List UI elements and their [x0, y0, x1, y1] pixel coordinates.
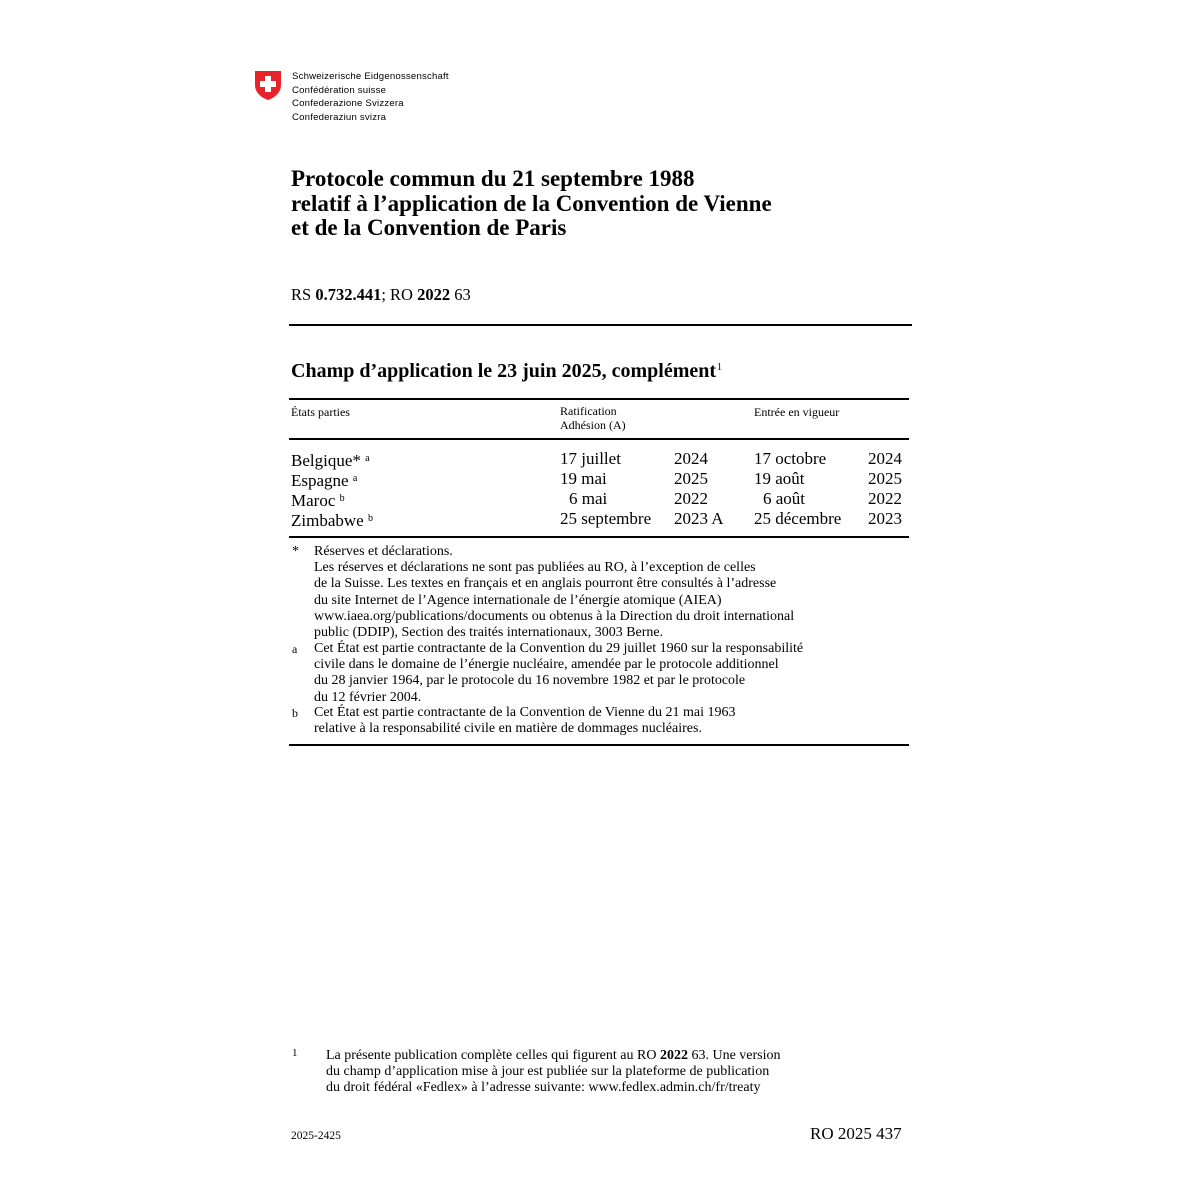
page-reference: RO 2025 437 [810, 1124, 902, 1143]
ro-page: 63 [450, 285, 471, 304]
note-line: Cet État est partie contractante de la Convention de Vienne du 21 mai 1963 [314, 705, 736, 720]
footnote-text [326, 1048, 781, 1097]
table-row-rat-year: 2023 A [674, 509, 724, 528]
note-mark-a: a [292, 642, 298, 656]
col-header-ratification [560, 405, 626, 432]
table-row-entry-date: 17 octobre [754, 449, 827, 468]
note-mark: a [352, 473, 358, 484]
note-paris-convention [314, 641, 803, 706]
note-line: relative à la responsabilité civile en matière de dommages nucléaires. [314, 721, 702, 737]
scope-heading-text: Champ d’application le 23 juin 2025, complément [291, 360, 717, 382]
title-line-1: Protocole commun du 21 septembre 1988 [291, 166, 695, 191]
table-row-rat-year: 2024 [674, 449, 708, 468]
col-header-states: États parties [291, 405, 350, 419]
table-row-rat-date: 25 septembre [560, 509, 652, 528]
table-row-state: Zimbabwe $^b$ [291, 511, 373, 530]
note-line: de la Suisse. Les textes en français et en anglais pourront être consultés à l’adresse [314, 576, 777, 592]
note-vienna-convention [314, 705, 736, 737]
note-line: civile dans le domaine de l’énergie nucléaire, amendée par le protocole additionnel [314, 657, 779, 673]
note-mark: b [367, 513, 373, 524]
table-row-state: Belgique* $^a$ [291, 451, 370, 470]
table-row-rat-date: 17 juillet [560, 449, 621, 468]
confed-line-rm: Confederaziun svizra [292, 111, 387, 123]
note-line: public (DDIP), Section des traités internationaux, 3003 Berne. [314, 625, 664, 641]
confed-line-fr: Confédération suisse [292, 84, 387, 96]
rs-prefix: RS [291, 285, 316, 304]
table-row-entry-date: 25 décembre [754, 509, 842, 528]
ro-separator: ; RO [381, 285, 418, 304]
reference-numbers [291, 285, 471, 305]
note-line: Cet État est partie contractante de la Convention du 29 juillet 1960 sur la responsabilité [314, 641, 804, 656]
note-line: du site Internet de l’Agence internationale de l’énergie atomique (AIEA) [314, 592, 722, 608]
scope-footnote-ref: 1 [717, 362, 723, 373]
title-line-3: et de la Convention de Paris [291, 215, 567, 240]
footnote-line-2: du champ d’application mise à jour est publiée sur la plateforme de publication [326, 1064, 770, 1080]
col-header-entry: Entrée en vigueur [754, 405, 840, 419]
document-title [291, 167, 772, 241]
table-top-rule [289, 398, 909, 400]
table-header-rule [289, 438, 909, 440]
note-line: du 28 janvier 1964, par le protocole du 16 novembre 1982 et par le protocole [314, 673, 746, 689]
note-line: du 12 février 2004. [314, 689, 422, 705]
confed-line-it: Confederazione Svizzera [292, 98, 404, 110]
col-header-ratification-line1: Ratification [560, 404, 617, 418]
confederation-names [292, 70, 449, 124]
note-mark-star: * [292, 544, 299, 559]
rs-number: 0.732.441 [315, 285, 382, 304]
note-line: Les réserves et déclarations ne sont pas publiées au RO, à l’exception de celles [314, 560, 756, 576]
footnote-line-1: La présente publication complète celles qui figurent au RO 2022 63. Une version [326, 1048, 781, 1063]
confed-line-de: Schweizerische Eidgenossenschaft [292, 71, 449, 82]
table-row-state: Espagne $^a$ [291, 471, 358, 490]
table-row-entry-year: 2023 [868, 509, 902, 528]
note-line: www.iaea.org/publications/documents ou obtenus à la Direction du droit international [314, 608, 795, 624]
note-mark: a [365, 453, 370, 464]
table-bottom-rule [289, 536, 909, 538]
note-reservations [314, 544, 794, 641]
swiss-coat-of-arms-icon [254, 70, 282, 101]
notes-bottom-rule [289, 744, 909, 746]
footnote-mark: 1 [292, 1047, 298, 1059]
table-row-entry-year: 2024 [868, 449, 902, 468]
document-id: 2025-2425 [291, 1130, 341, 1142]
table-row-entry-date: 6 août [763, 489, 806, 508]
note-mark: b [339, 493, 345, 504]
table-row-entry-year: 2025 [868, 469, 902, 488]
note-line: Réserves et déclarations. [314, 544, 453, 559]
note-mark-b: b [292, 706, 298, 720]
table-row-rat-date: 19 mai [560, 469, 607, 488]
title-line-2: relatif à l’application de la Convention de Vienne [291, 190, 772, 216]
table-row-state: Maroc $^b$ [291, 491, 345, 510]
col-header-ratification-line2: Adhésion (A) [560, 417, 626, 432]
table-row-rat-date: 6 mai [569, 489, 608, 508]
scope-heading [291, 360, 722, 383]
table-row-entry-date: 19 août [754, 469, 805, 488]
table-row-entry-year: 2022 [868, 489, 902, 508]
table-row-rat-year: 2022 [674, 489, 708, 508]
table-row-rat-year: 2025 [674, 469, 708, 488]
footnote-line-3: du droit fédéral «Fedlex» à l’adresse suivante: www.fedlex.admin.ch/fr/treaty [326, 1080, 761, 1096]
header-divider [289, 324, 912, 326]
ro-year: 2022 [417, 285, 451, 304]
